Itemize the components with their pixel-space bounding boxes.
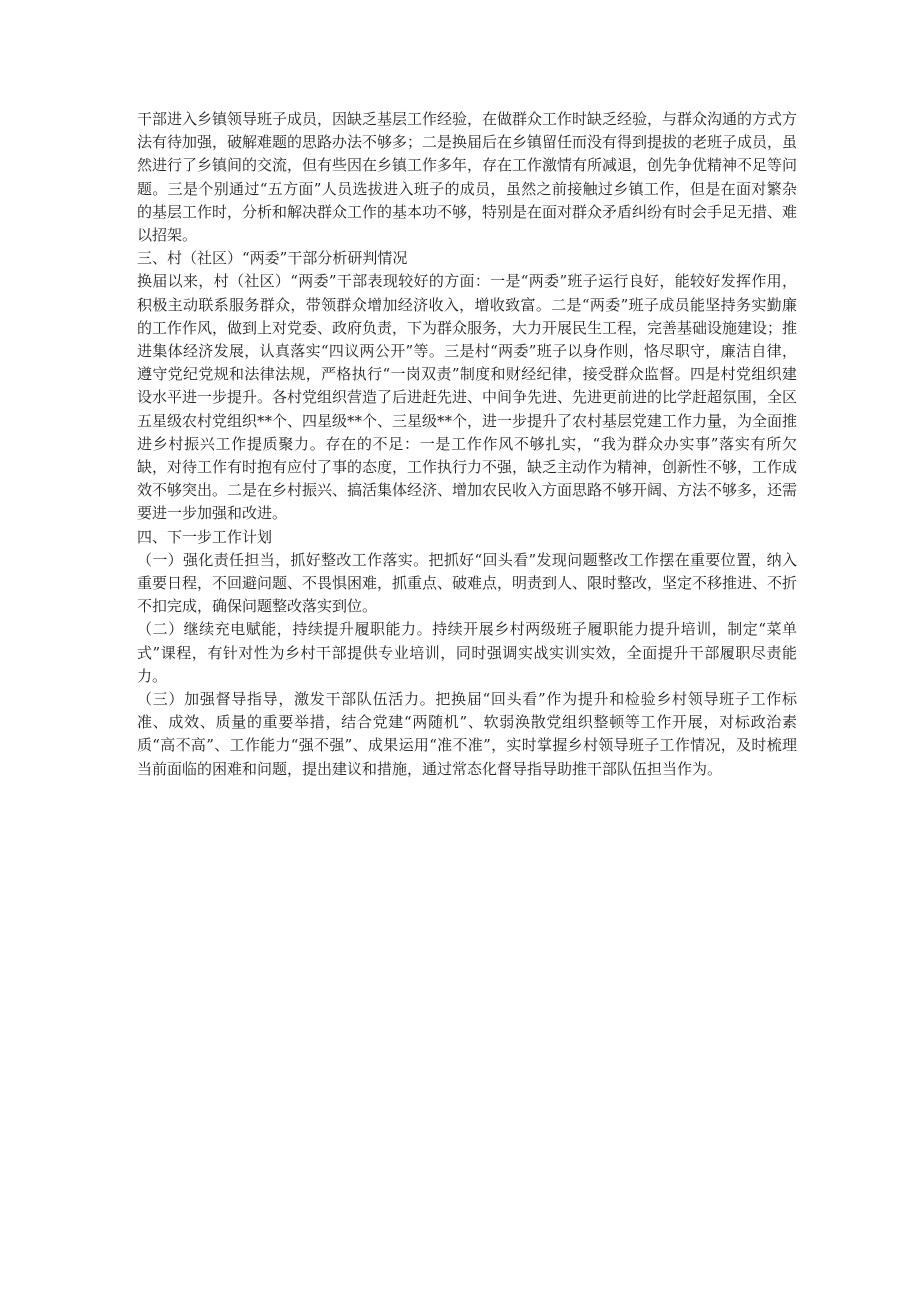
- paragraph-intro-continued: 干部进入乡镇领导班子成员，因缺乏基层工作经验，在做群众工作时缺乏经验，与群众沟通的方式方法有待加强，破解难题的思路办法不够多；二是换届后在乡镇留任而没有得到提拔的老班子成员，虽然进行了乡镇间的交流，但有些因在乡镇工作多年，存在工作激情有所减退，创先争优精神不足等问题。三是个别通过“五方面”人员选拔进入班子的成员，虽然之前接触过乡镇工作，但是在面对繁杂的基层工作时，分析和解决群众工作的基本功不够，特别是在面对群众矛盾纠纷有时会手足无措、难以招架。: [137, 110, 798, 245]
- paragraph-item-3: （三）加强督导指导，激发干部队伍活力。把换届“回头看”作为提升和检验乡村领导班子工作标准、成效、质量的重要举措，结合党建“两随机”、软弱涣散党组织整顿等工作开展，对标政治素质“高不高”、工作能力“强不强”、成果运用“准不准”，实时掌握乡村领导班子工作情况，及时梳理当前面临的困难和问题，提出建议和措施，通过常态化督导指导助推干部队伍担当作为。: [137, 690, 797, 778]
- paragraph-item-2: （二）继续充电赋能，持续提升履职能力。持续开展乡村两级班子履职能力提升培训，制定“菜单式”课程，有针对性为乡村干部提供专业培训，同时强调实战实训实效，全面提升干部履职尽责能力。: [137, 620, 797, 685]
- section-heading-3: 三、村（社区）“两委”干部分析研判情况: [137, 249, 408, 268]
- paragraph-item-1: （一）强化责任担当，抓好整改工作落实。把抓好“回头看”发现问题整改工作摆在重要位置，纳入重要日程，不回避问题、不畏惧困难，抓重点、破难点，明责到人、限时整改，坚定不移推进、不折不扣完成，确保问题整改落实到位。: [137, 550, 798, 616]
- section-heading-4: 四、下一步工作计划: [137, 527, 273, 546]
- document-body: [137, 108, 797, 781]
- paragraph-section-3: 换届以来，村（社区）“两委”干部表现较好的方面：一是“两委”班子运行良好，能较好发挥作用，积极主动联系服务群众，带领群众增加经济收入，增收致富。二是“两委”班子成员能坚持务实勤廉的工作作风，做到上对党委、政府负责，下为群众服务，大力开展民生工程，完善基础设施建设；推进集体经济发展，认真落实“四议两公开”等。三是村“两委”班子以身作则，恪尽职守，廉洁自律，遵守党纪党规和法律法规，严格执行“一岗双责”制度和财经纪律，接受群众监督。四是村党组织建设水平进一步提升。各村党组织营造了后进赶先进、中间争先进、先进更前进的比学赶超氛围，全区五星级农村党组织**个、四星级**个、三星级**个，进一步提升了农村基层党建工作力量，为全面推进乡村振兴工作提质聚力。存在的不足：一是工作作风不够扎实，“我为群众办实事”落实有所欠缺，对待工作有时抱有应付了事的态度，工作执行力不强，缺乏主动作为精神，创新性不够，工作成效不够突出。二是在乡村振兴、搞活集体经济、增加农民收入方面思路不够开阔、方法不够多，还需要进一步加强和改进。: [137, 272, 798, 523]
